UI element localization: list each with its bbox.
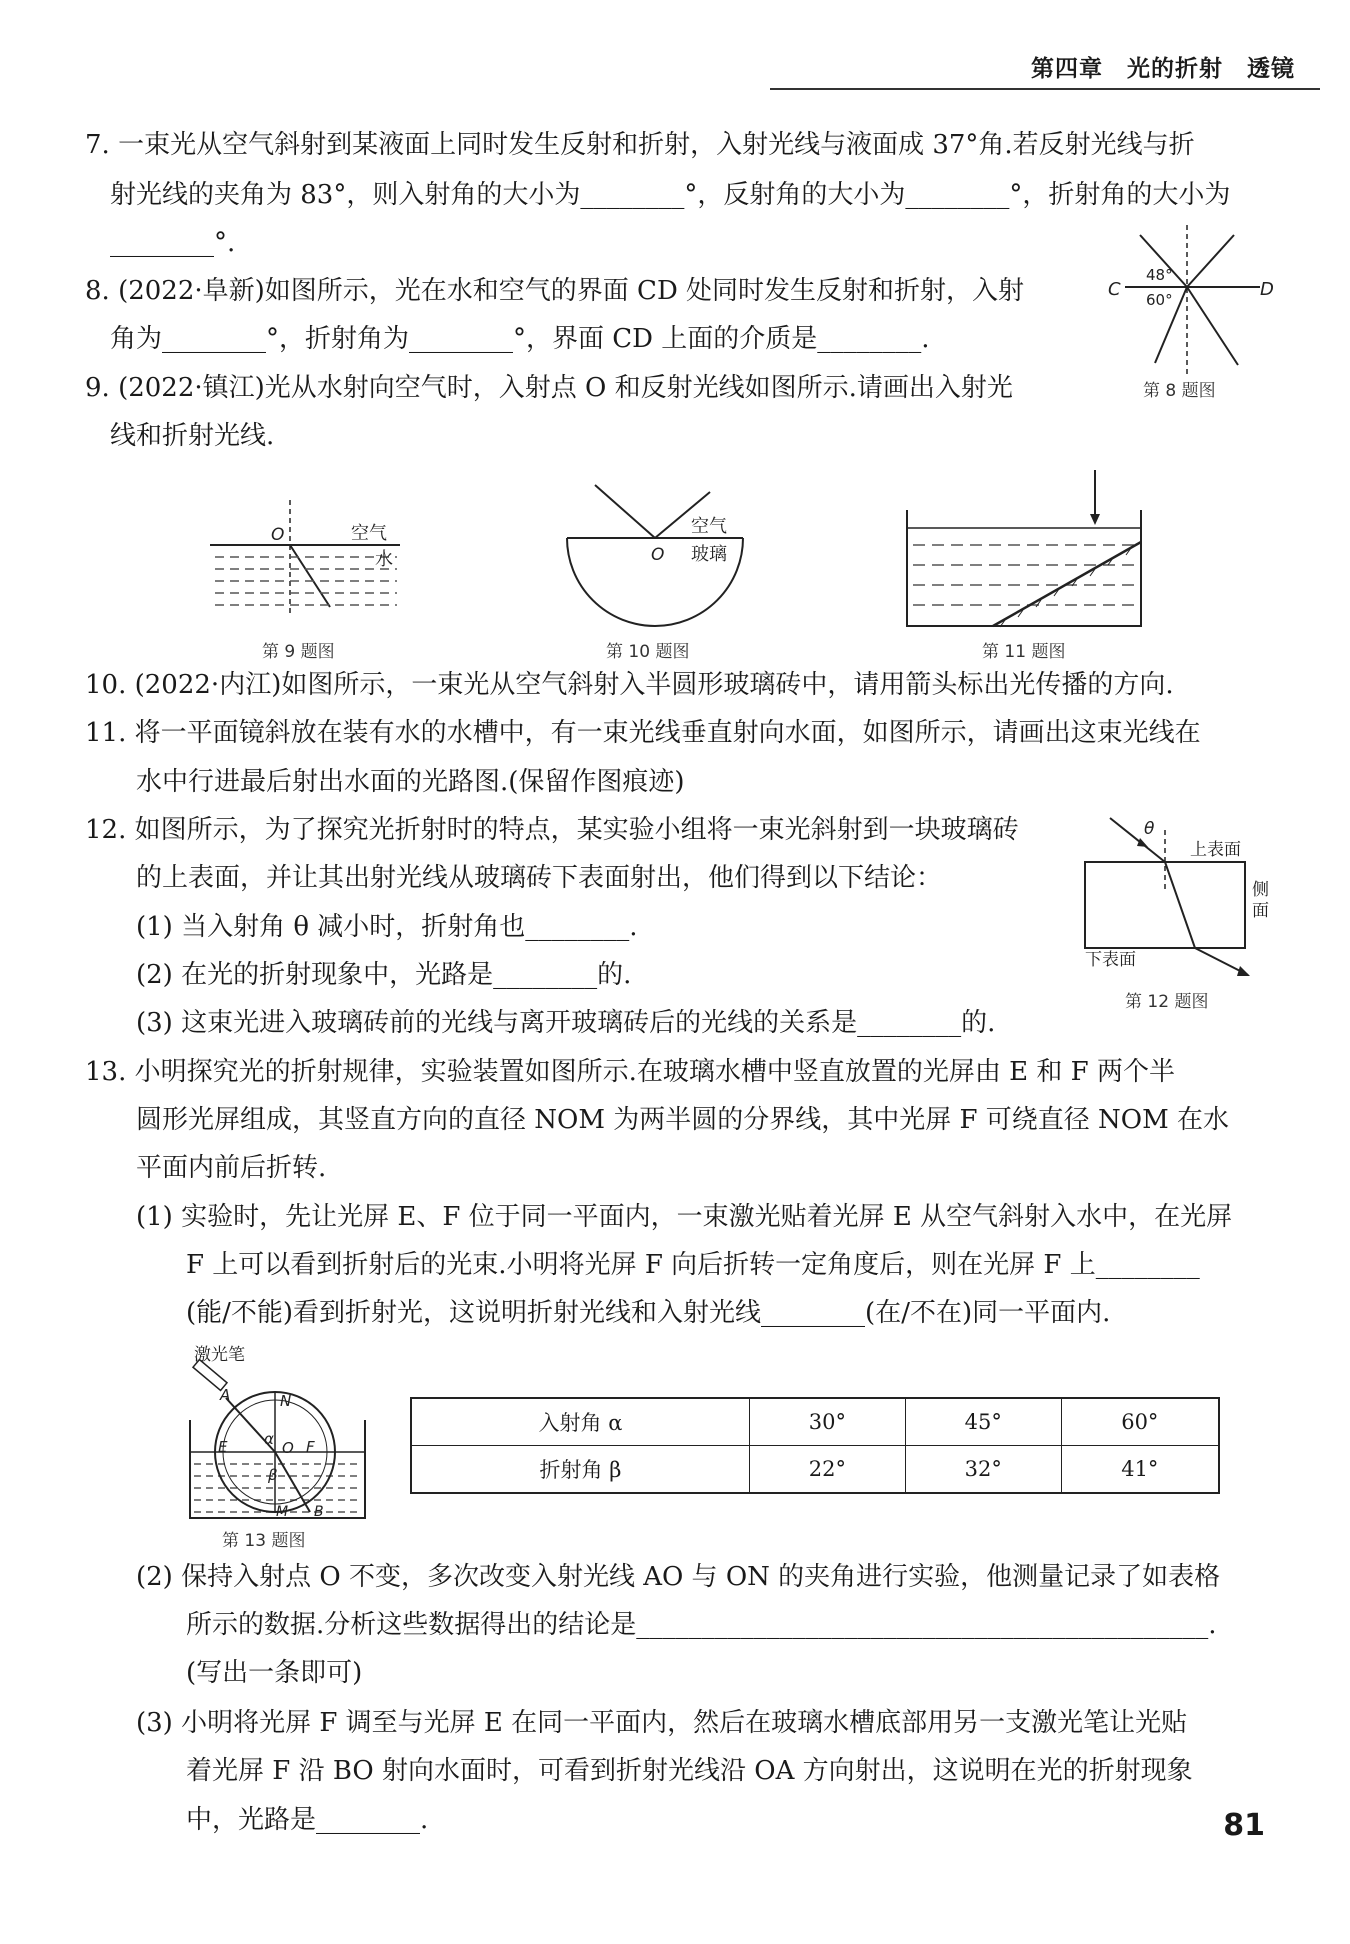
q7-line-1: 7. 一束光从空气斜射到某液面上同时发生反射和折射，入射光线与液面成 37°角.若反射光线与折 [85,130,1195,160]
q13-sub1-line-3: (能/不能)看到折射光，这说明折射光线和入射光线________(在/不在)同一平面内. [186,1298,1111,1328]
table-row [411,1446,1219,1494]
figure-9 [205,495,405,625]
table-row [411,1398,1219,1446]
q11-line-1: 11. 将一平面镜斜放在装有水的水槽中，有一束光线垂直射向水面，如图所示，请画出这束光线在 [85,718,1201,748]
table-cell: 60° [1061,1398,1219,1446]
fig12-side-1: 侧 [1252,880,1269,900]
fig13-label-b: B [314,1504,324,1520]
figure-12 [1070,810,1269,980]
header-rule [770,88,1320,90]
fig13-pen-label: 激光笔 [194,1345,245,1365]
fig12-theta: θ [1144,819,1155,839]
fig12-side-2: 面 [1252,901,1269,921]
fig13-label-e: E [218,1438,228,1456]
q8-line-2: 角为________°，折射角为________°，界面 CD 上面的介质是________. [110,324,930,354]
q12-sub-2: (2) 在光的折射现象中，光路是________的. [136,960,632,990]
fig10-caption: 第 10 题图 [606,642,690,662]
q9-line-1: 9. (2022·镇江)光从水射向空气时，入射点 O 和反射光线如图所示.请画出入射光 [85,373,1013,403]
q11-line-2: 水中行进最后射出水面的光路图.(保留作图痕迹) [136,767,685,797]
fig8-angle-60: 60° [1146,291,1173,309]
fig9-label-o: O [271,525,285,545]
table-cell: 41° [1061,1446,1219,1494]
q7-line-2: 射光线的夹角为 83°，则入射角的大小为________°，反射角的大小为________°，折射角的大小为 [110,180,1231,210]
fig13-label-alpha: α [264,1430,274,1448]
q13-sub3-line-2: 着光屏 F 沿 BO 射向水面时，可看到折射光线沿 OA 方向射出，这说明在光的折射现象 [186,1756,1193,1786]
fig11-caption: 第 11 题图 [982,642,1066,662]
figure-11 [905,470,1145,630]
q8-line-1: 8. (2022·阜新)如图所示，光在水和空气的界面 CD 处同时发生反射和折射，入射 [85,276,1025,306]
q13-line-3: 平面内前后折转. [136,1153,327,1183]
q12-line-1: 12. 如图所示，为了探究光折射时的特点，某实验小组将一束光斜射到一块玻璃砖 [85,815,1019,845]
page-number: 81 [1223,1808,1265,1843]
fig13-label-f: F [306,1438,315,1456]
q13-sub3-line-1: (3) 小明将光屏 F 调至与光屏 E 在同一平面内，然后在玻璃水槽底部用另一支激光笔让光贴 [136,1708,1188,1738]
fig12-top-surface: 上表面 [1190,840,1241,860]
q13-sub2-line-3: (写出一条即可) [186,1658,363,1688]
chapter-header: 第四章 光的折射 透镜 [1031,56,1295,82]
figure-10 [555,480,755,640]
q12-sub-1: (1) 当入射角 θ 减小时，折射角也________. [136,912,638,942]
fig12-caption: 第 12 题图 [1125,992,1209,1012]
q7-line-3: ________°. [110,228,236,258]
fig10-glass: 玻璃 [691,544,727,565]
q13-line-2: 圆形光屏组成，其竖直方向的直径 NOM 为两半圆的分界线，其中光屏 F 可绕直径 NOM 在水 [136,1105,1230,1135]
fig10-air: 空气 [691,516,727,537]
q13-sub2-line-2: 所示的数据.分析这些数据得出的结论是____________________________________________. [186,1610,1217,1640]
q12-line-2: 的上表面，并让其出射光线从玻璃砖下表面射出，他们得到以下结论： [136,863,943,893]
fig8-caption: 第 8 题图 [1143,381,1216,401]
q13-line-1: 13. 小明探究光的折射规律，实验装置如图所示.在玻璃水槽中竖直放置的光屏由 E 和 F 两个半 [85,1057,1175,1087]
q13-sub1-line-1: (1) 实验时，先让光屏 E、F 位于同一平面内，一束激光贴着光屏 E 从空气斜射入水中，在光屏 [136,1202,1233,1232]
fig13-label-m: M [276,1504,289,1520]
table-row-label: 折射角 β [411,1446,749,1494]
q13-sub1-line-2: F 上可以看到折射后的光束.小明将光屏 F 向后折转一定角度后，则在光屏 F 上________ [186,1250,1200,1280]
fig8-label-d: D [1260,279,1274,300]
fig13-caption: 第 13 题图 [222,1531,306,1551]
fig13-label-a: A [220,1386,231,1404]
fig13-label-beta: β [268,1466,278,1484]
fig9-air: 空气 [351,523,387,544]
fig13-label-o: O [282,1439,294,1457]
q9-line-2: 线和折射光线. [110,421,275,451]
table-cell: 45° [905,1398,1061,1446]
fig8-angle-48: 48° [1146,266,1173,284]
fig13-label-n: N [280,1392,292,1410]
table-cell: 32° [905,1446,1061,1494]
fig9-caption: 第 9 题图 [262,642,335,662]
table-row-label: 入射角 α [411,1398,749,1446]
fig10-label-o: O [651,545,665,565]
q13-sub3-line-3: 中，光路是________. [186,1805,429,1835]
table-cell: 30° [749,1398,905,1446]
fig9-water: 水 [375,549,393,570]
q13-sub2-line-1: (2) 保持入射点 O 不变，多次改变入射光线 AO 与 ON 的夹角进行实验，他测量记录了如表格 [136,1562,1221,1592]
q10-line: 10. (2022·内江)如图所示，一束光从空气斜射入半圆形玻璃砖中，请用箭头标出光传播的方向. [85,670,1174,700]
table-cell: 22° [749,1446,905,1494]
figure-8 [1100,225,1280,385]
q12-sub-3: (3) 这束光进入玻璃砖前的光线与离开玻璃砖后的光线的关系是________的. [136,1008,996,1038]
figure-13 [180,1340,380,1525]
fig12-bottom-surface: 下表面 [1085,950,1136,970]
angle-table [410,1397,1220,1494]
fig8-label-c: C [1108,279,1121,300]
